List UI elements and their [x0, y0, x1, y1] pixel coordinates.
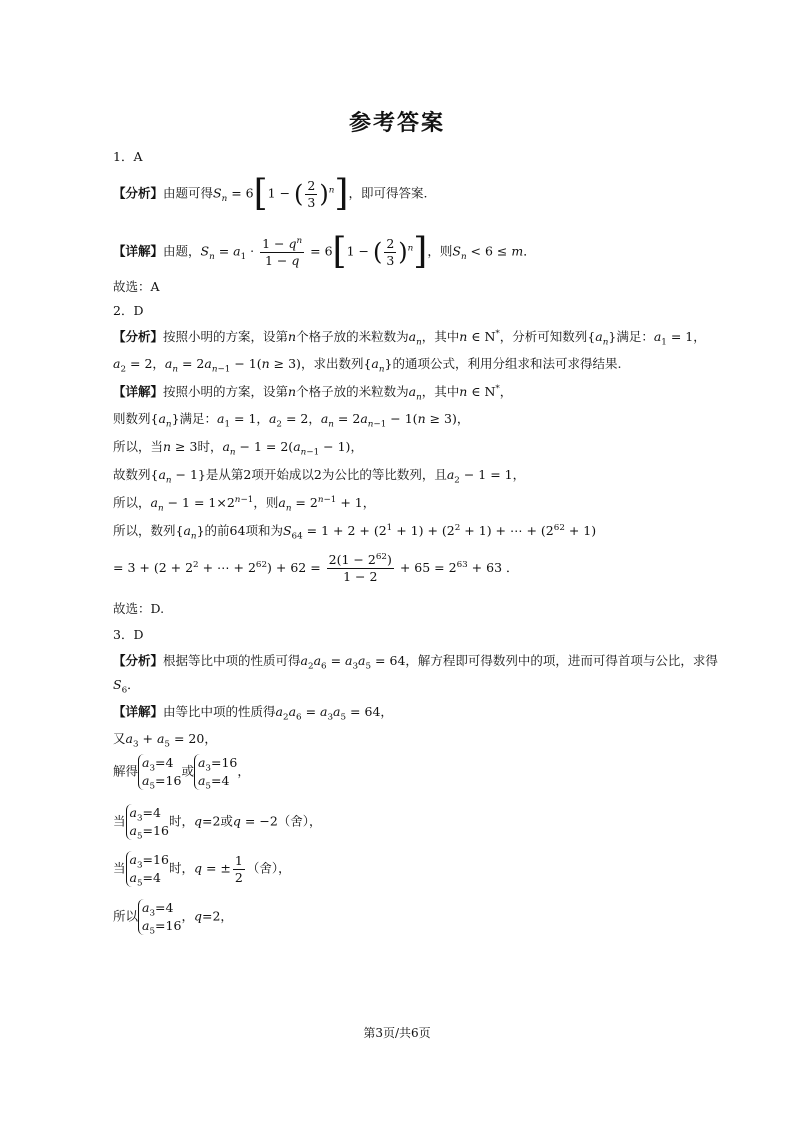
page-title: 参考答案 — [348, 111, 445, 136]
q3-detail-line2: 又$a_3 + a_5 = 20$， — [113, 731, 217, 750]
q2-detail-line7: = $3 + (2 + 2^2$ + ⋯ + $2^{62}) + 62$ = $\frac{2(1 - 2^{62})}{1 - 2}$ + $65 = 2^{63} + 63$ ． — [113, 551, 519, 584]
q3-analysis-line2: $S_6$． — [113, 677, 140, 696]
q3-analysis-line1: 【分析】根据等比中项的性质可得$a_2a_6 = a_3a_5 = 64$，解方程即可得数列中的项，进而可得首项与公比，求得 — [113, 653, 718, 672]
q2-detail-line5: 所以，$a_n - 1 = 1\times 2^{n-1}$，则$a_n = 2^{n-1} + 1$， — [113, 494, 376, 514]
q2-head: 2．D — [113, 303, 144, 318]
q1-conclusion: 故选：A — [113, 279, 160, 294]
detail-tag: 【详解】 — [113, 704, 164, 719]
q2-analysis-line1: 【分析】按照小明的方案，设第n个格子放的米粒数为$a_n$，其中n ∈ N*，分析可知数列$\{a_n\}$满足：$a_1 = 1$， — [113, 328, 706, 348]
q2-analysis-line2: $a_2 = 2$，$a_n = 2a_{n-1} - 1(n \ge 3)$，求出数列$\{a_n\}$的通项公式，利用分组求和法可求得结果. — [113, 356, 622, 375]
page-footer: 第3页/共6页 — [363, 1026, 431, 1040]
q2-detail-line2: 则数列$\{a_n\}$满足：$a_1 = 1$，$a_2 = 2$，$a_n = 2a_{n-1} - 1(n \ge 3)$， — [113, 411, 470, 430]
q2-conclusion: 故选：D. — [113, 601, 165, 616]
analysis-tag: 【分析】 — [113, 185, 164, 201]
q3-detail-line3: 解得 $a_3=4$ $a_5=16$ 或 $a_3=16$ $a_5=4$ ， — [113, 755, 250, 792]
q3-detail-line1: 【详解】由等比中项的性质得$a_2a_6 = a_3a_5 = 64$， — [113, 704, 393, 723]
q1-analysis: 【分析】由题可得$S_n = 6[1$ − ( $\frac{2}{3}$ )$^n$]，即可得答案. — [113, 173, 428, 214]
q1-detail: 【详解】由题，$S_n = a_1$ · $\frac{1 - q^n}{1 - q}$ = 6[1 − ( $\frac{2}{3}$ )$^n$]，则$S_n < 6 \le m$． — [113, 231, 536, 272]
q3-detail-line4: 当 $a_3=4$ $a_5=16$ 时，q=2或q = −2（舍）， — [113, 805, 322, 842]
q1-head: 1．A — [113, 149, 143, 164]
analysis-tag: 【分析】 — [113, 329, 164, 344]
q2-detail-line4: 故数列$\{a_n - 1\}$是从第2项开始成以2为公比的等比数列，且$a_2 - 1 = 1$， — [113, 467, 526, 486]
detail-tag: 【详解】 — [113, 384, 164, 399]
q2-detail-line6: 所以，数列$\{a_n\}$的前64项和为$S_{64} = 1 + 2 + (2^1 + 1) + (2^2 + 1)$ + ⋯ + $(2^{62} + 1)$ — [113, 522, 597, 542]
detail-tag: 【详解】 — [113, 243, 164, 259]
q2-detail-line1: 【详解】按照小明的方案，设第n个格子放的米粒数为$a_n$，其中n ∈ N*， — [113, 383, 513, 403]
q3-head: 3．D — [113, 627, 144, 642]
q3-detail-line6: 所以 $a_3=4$ $a_5=16$ ，q=2， — [113, 900, 233, 937]
q3-detail-line5: 当 $a_3=16$ $a_5=4$ 时，q = ± $\frac{1}{2}$ （舍）， — [113, 852, 291, 889]
analysis-tag: 【分析】 — [113, 653, 164, 668]
q2-detail-line3: 所以，当n ≥ 3时，$a_n - 1 = 2(a_{n-1} - 1)$， — [113, 439, 363, 458]
